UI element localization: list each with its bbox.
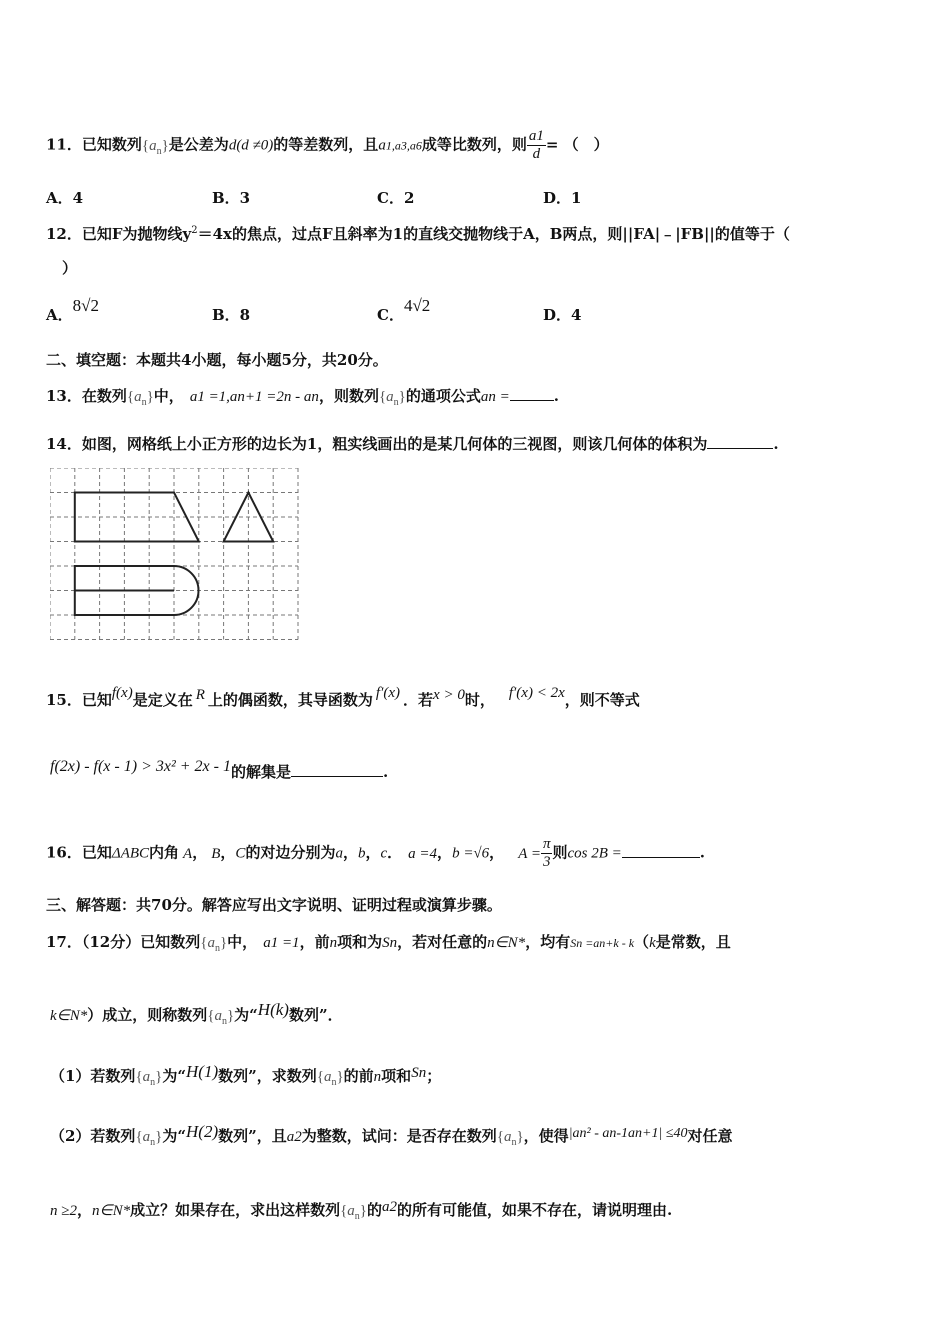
question-16: 16．已知ΔABC内角 A， B，C的对边分别为a，b，c． a =4，b =√6， A = $\frac{\pi}{3}$ 则cos 2B = . xyxy=(46,836,705,870)
q17-p2-text-7: 的 xyxy=(367,1201,383,1219)
q15-text-6: ，则不等式 xyxy=(564,691,640,709)
q11-option-b: B．3 xyxy=(212,189,251,207)
q11-option-c: C．2 xyxy=(377,189,415,207)
q13-text-2: 中， xyxy=(153,387,184,405)
q17-p2-nN: n∈N* xyxy=(92,1203,131,1219)
q17-number: 17．（12分） xyxy=(46,933,141,951)
q17-kN: k∈N* xyxy=(50,1008,88,1024)
q13-number: 13． xyxy=(46,387,82,405)
q17-p2-text-5: 对任意 xyxy=(687,1127,733,1145)
q17-p1-text-4: 项和 xyxy=(381,1067,412,1085)
q11-frac-num: a1 xyxy=(528,128,544,144)
q11-terms-a: a xyxy=(378,137,386,154)
q11-seq-a: a xyxy=(149,137,157,154)
q17-text-11: 数列”． xyxy=(288,1006,343,1024)
section-3-heading: 三、解答题：共70分。解答应写出文字说明、证明过程或演算步骤。 xyxy=(46,896,502,914)
q17-text-4: 项和为 xyxy=(337,933,383,951)
q16-A: A xyxy=(183,845,193,862)
q17-p2-a2-b: a2 xyxy=(382,1199,398,1215)
q11-seq: $\{a_n\}$ xyxy=(141,137,169,157)
q16-cos: cos 2B = xyxy=(567,845,622,862)
q16-text-4: 则 xyxy=(552,843,568,862)
q17-a1: a1 =1 xyxy=(263,935,300,951)
q13-text-3: ，则数列 xyxy=(318,387,379,405)
q17-p1-label: （1）若数列 xyxy=(50,1067,136,1085)
q15-answer-blank[interactable] xyxy=(291,762,383,777)
q12-number: 12． xyxy=(46,225,82,243)
q12-opt-c-label: C． xyxy=(377,306,404,324)
question-13 xyxy=(46,386,559,413)
q12-close-paren: ） xyxy=(62,259,78,277)
q17-p2-label: （2）若数列 xyxy=(50,1127,136,1145)
q17-p2-seq-2: $\{a_n\}$ xyxy=(496,1129,524,1148)
q11-text-5: = （ ） xyxy=(545,135,609,154)
q15-R: R xyxy=(195,687,205,703)
three-view-figure xyxy=(50,468,300,643)
q14-text: 14．如图，网格纸上小正方形的边长为1，粗实线画出的是某几何体的三视图，则该几何体的体积为 xyxy=(46,435,708,453)
q13-text-4: 的通项公式 xyxy=(405,387,481,405)
q16-text-3: 的对边分别为 xyxy=(245,843,336,862)
q13-seq-2: $\{a_n\}$ xyxy=(378,389,406,408)
q16-A-eq: A = xyxy=(518,845,541,862)
q16-b-value: b =√6 xyxy=(452,845,490,862)
q13-text-1: 在数列 xyxy=(81,387,127,405)
q11-option-a: A．4 xyxy=(46,189,84,207)
q14-answer-blank[interactable] xyxy=(707,434,773,449)
q15-line-2 xyxy=(50,758,389,783)
q15-text-7: 的解集是 xyxy=(230,763,291,781)
q15-ineq1: f′(x) < 2x xyxy=(508,685,565,701)
q17-p2-seq-3: $\{a_n\}$ xyxy=(340,1203,367,1222)
q17-p1-Sn: Sn xyxy=(411,1065,427,1081)
q16-b: b xyxy=(357,845,366,862)
q15-text-2: 是定义在 xyxy=(132,691,193,709)
q17-Sn: Sn xyxy=(382,935,398,951)
question-15 xyxy=(46,685,640,711)
q12-opt-c-value: 4√2 xyxy=(403,296,431,315)
q17-text-9: ）成立，则称数列 xyxy=(87,1006,208,1024)
q11-frac-den: d xyxy=(532,146,541,162)
q17-eq: Sn =an+k - k xyxy=(570,936,635,950)
q17-p2-text-1: 为“ xyxy=(162,1127,186,1145)
q16-answer-blank[interactable] xyxy=(622,843,700,858)
q11-text-4: 成等比数列，则 xyxy=(421,135,527,154)
q13-answer-blank[interactable] xyxy=(510,386,554,401)
q17-part-2 xyxy=(50,1122,733,1153)
q17-p2-sep: ， xyxy=(76,1201,92,1219)
q16-three: 3 xyxy=(542,854,551,870)
q17-p1-seq-2: $\{a_n\}$ xyxy=(316,1069,344,1088)
q15-text-1: 已知 xyxy=(81,691,112,709)
q12-option-c xyxy=(377,296,431,325)
q17-p2-text-4: ，使得 xyxy=(523,1127,569,1145)
question-17 xyxy=(46,932,731,959)
q12-opt-a-value: 8√2 xyxy=(72,296,99,315)
q11-text-3: 的等差数列，且 xyxy=(273,135,379,154)
q17-p2-seq-1: $\{a_n\}$ xyxy=(135,1129,163,1148)
q17-Hk: H(k) xyxy=(257,1000,289,1019)
q17-p2-a2: a2 xyxy=(286,1129,302,1145)
q16-number: 16． xyxy=(46,843,82,862)
q15-fx: f(x) xyxy=(111,685,133,701)
q17-p1-end: ； xyxy=(426,1067,442,1085)
q17-p2-text-8: 的所有可能值，如果不存在，请说明理由. xyxy=(397,1201,673,1219)
q16-triangle: ΔABC xyxy=(111,845,150,862)
question-11 xyxy=(46,128,609,163)
q11-cond: d(d ≠0) xyxy=(228,137,274,154)
q17-text-1: 已知数列 xyxy=(140,933,201,951)
q17-text-3: ，前 xyxy=(299,933,330,951)
q17-text-6: ，均有 xyxy=(525,933,571,951)
q17-p2-text-2: 数列”，且 xyxy=(218,1127,287,1145)
section-2-heading: 二、填空题：本题共4小题，每小题5分，共20分。 xyxy=(46,351,388,369)
q11-text-1: 已知数列 xyxy=(81,135,142,154)
q11-fraction xyxy=(527,128,546,163)
q17-p1-text-3: 的前 xyxy=(343,1067,374,1085)
q12-text-a: 已知F为抛物线y xyxy=(81,225,192,243)
q16-pi: π xyxy=(542,836,551,852)
q17-text-10: 为“ xyxy=(234,1006,258,1024)
question-12 xyxy=(46,221,790,244)
q17-p2-n2: n ≥2 xyxy=(50,1203,77,1219)
q11-text-2: 是公差为 xyxy=(168,135,229,154)
q15-text-3: 上的偶函数，其导函数为 xyxy=(207,691,373,709)
q17-nN: n∈N* xyxy=(487,935,526,951)
q15-cond: x > 0 xyxy=(433,687,465,703)
q15-text-4: ．若 xyxy=(403,691,434,709)
q12-option-b: B．8 xyxy=(212,306,251,324)
q17-H2: H(2) xyxy=(186,1122,219,1141)
q17-p1-seq-1: $\{a_n\}$ xyxy=(135,1069,163,1088)
q17-part-1 xyxy=(50,1062,442,1093)
q16-B: B xyxy=(211,845,221,862)
q17-line-2 xyxy=(50,1000,343,1032)
q15-end: . xyxy=(383,763,389,781)
q17-seq-1: $\{a_n\}$ xyxy=(200,935,228,954)
q11-terms: 1,a3,a6 xyxy=(385,138,422,153)
q16-text-2: 内角 xyxy=(149,843,180,862)
q15-fpx: f′(x) xyxy=(375,685,401,701)
q17-text-8: 是常数，且 xyxy=(655,933,731,951)
q12-sup: 2 xyxy=(191,225,198,236)
q17-seq-2: $\{a_n\}$ xyxy=(207,1008,235,1027)
q13-end: . xyxy=(553,387,559,405)
q11-number: 11． xyxy=(46,135,82,154)
q13-seq-1: $\{a_n\}$ xyxy=(126,389,154,408)
q12-option-a xyxy=(46,296,99,325)
q17-text-2: 中， xyxy=(227,933,258,951)
q16-text-1: 已知 xyxy=(81,843,112,862)
q12-text-b: ＝4x的焦点，过点F且斜率为1的直线交抛物线于A，B两点，则||FA|﹣|FB||的值等于（ xyxy=(197,225,790,243)
q16-a-value: a =4 xyxy=(408,845,438,862)
q12-opt-a-label: A． xyxy=(46,306,73,324)
q17-text-5: ，若对任意的 xyxy=(397,933,488,951)
q17-p2-abs: |an² - an-1an+1| ≤40 xyxy=(568,1126,688,1141)
q12-option-d: D．4 xyxy=(543,306,582,324)
q11-option-d: D．1 xyxy=(543,189,582,207)
q17-p2-text-3: 为整数，试问：是否存在数列 xyxy=(301,1127,497,1145)
q17-p1-text-1: 为“ xyxy=(162,1067,186,1085)
q17-p1-n: n xyxy=(373,1069,382,1085)
question-14 xyxy=(46,434,779,454)
q17-p2-text-6: 成立？如果存在，求出这样数列 xyxy=(130,1201,341,1219)
q17-p1-text-2: 数列”，求数列 xyxy=(218,1067,317,1085)
q13-formula: a1 =1,an+1 =2n - an xyxy=(189,389,319,405)
q15-number: 15． xyxy=(46,691,82,709)
q17-H1: H(1) xyxy=(186,1062,219,1081)
q17-text-7: （ xyxy=(634,933,650,951)
q16-c: c xyxy=(380,845,388,862)
q15-ineq2: f(2x) - f(x - 1) > 3x² + 2x - 1 xyxy=(50,758,231,775)
q11-seq-sub: n xyxy=(156,145,162,157)
q13-lhs: an = xyxy=(480,389,510,405)
q16-a: a xyxy=(335,845,343,862)
q16-fraction xyxy=(541,836,553,871)
q16-C: C xyxy=(235,845,246,862)
q16-end: . xyxy=(699,843,705,862)
q15-text-5: 时， xyxy=(464,691,495,709)
q17-part-2-line-2 xyxy=(50,1200,672,1227)
q17-k: k xyxy=(649,935,656,951)
q14-end: . xyxy=(773,435,779,453)
q17-n: n xyxy=(329,935,338,951)
